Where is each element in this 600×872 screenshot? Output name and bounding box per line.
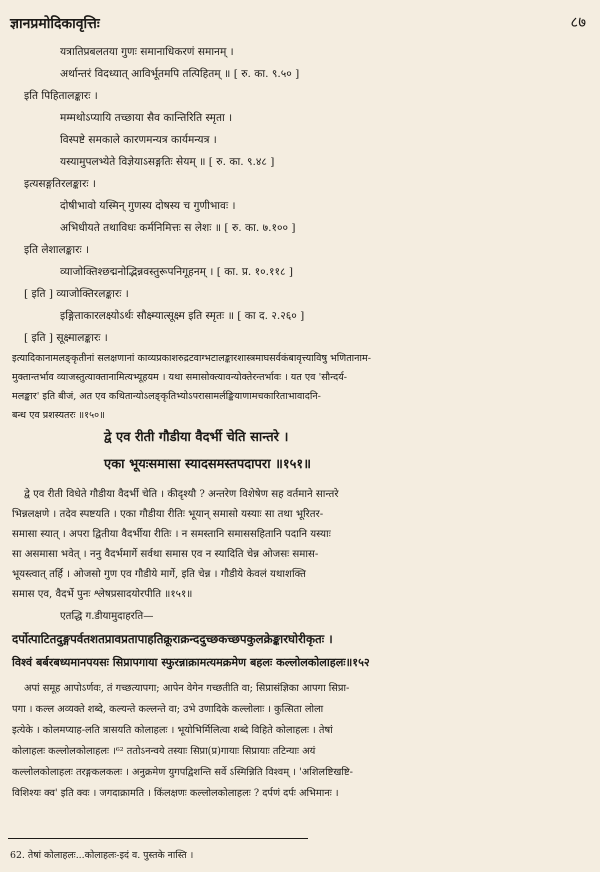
verse-line: इङ्गिताकारलक्ष्योऽर्थः सौक्ष्म्यात्सूक्ष्म इति स्मृतः ॥ [ का द. २.२६० ] <box>60 310 305 322</box>
verse-line: यत्रातिप्रबलतया गुणः समानाधिकरणं समानम् । <box>60 46 234 58</box>
commentary-line: द्वे एव रीती विधेते गौडीया वैदर्भी चेति । कीदृश्यौ ? अन्तरेण विशेषेण सह वर्तमाने सान्तरे <box>24 489 339 500</box>
example-verse-line: दर्पोत्पाटितदुङ्गपर्वतशतप्रावप्रतापाहतिक्रूराक्रन्ददुच्छकच्छपकुलक्रेङ्कारघोरीकृतः । <box>12 632 333 646</box>
karika-verse-line: एका भूयःसमासा स्यादसमस्तपदापरा ॥१५१॥ <box>104 457 311 472</box>
verse-line: अर्थान्तरं विदध्यात् आविर्भूतमपि तत्पिहितम् ॥ [ रु. का. ९.५० ] <box>60 68 300 80</box>
running-header-title: ज्ञानप्रमोदिकावृत्तिः <box>10 16 100 32</box>
example-verse-line: विश्वं बर्बरबध्यमानपयसः सिप्रापगाया स्फुरन्नाक्रामत्यमक्रमेण बहलः कल्लोलकोलाहलः॥१५२ <box>12 655 370 669</box>
verse-line: दोषीभावो यस्मिन् गुणस्य दोषस्य च गुणीभावः । <box>60 200 236 212</box>
commentary-line: समासा स्यात् । अपरा द्वितीया वैदर्भीया रीतिः । न समस्तानि समाससहितानि पदानि यस्याः <box>12 529 331 540</box>
commentary-line: बन्ध एव प्रशस्यतरः ॥१५०॥ <box>12 410 105 421</box>
commentary-line: समास एव, वैदर्भे पुनः श्लेषप्रसादयोरपीति ॥१५१॥ <box>12 589 193 600</box>
verse-line: व्याजोक्तिश्छद्मनोद्भिन्नवस्तुरूपनिगूहनम् । [ का. प्र. १०.११८ ] <box>60 266 293 278</box>
commentary-line: भूयस्त्वात् तर्हि । ओजसो गुण एव गौडीये मार्गे, इति चेन्न । गौडीये केवलं यथाशक्ति <box>12 569 306 580</box>
karika-verse-line: द्वे एव रीती गौडीया वैदर्भी चेति सान्तरे । <box>104 430 289 445</box>
commentary-line: कल्लोलकोलाहलः तरङ्गकलकलः । अनुक्रमेण युगपद्विशन्ति सर्वे ऽस्मिन्निति विश्वम् । 'अशिलष्टिखष्टि- <box>12 767 353 778</box>
section-end-line: [ इति ] सूक्ष्मालङ्कारः । <box>24 332 108 344</box>
commentary-line: मलङ्कार' इति बीजं, अत एव कथितान्योऽलङ्कृतिभ्योऽपरासामर्लङ्कियाणामचकारिताभावादनि- <box>12 391 321 402</box>
commentary-line: इत्यादिकानामलङ्कृतीनां सलक्षणानां काव्यप्रकाशरुद्रटवाग्भटालङ्कारशास्त्रमाघसर्वकंबावृत्त्याविषु भणितानाम- <box>12 353 371 364</box>
commentary-line: कोलाहलः कल्लोलकोलाहलः ।⁶² ततोऽनन्वये तस्याः सिप्रा(प्र)गायाः सिप्रायाः तटिन्याः अयं <box>12 746 316 757</box>
section-end-line: [ इति ] व्याजोक्तिरलङ्कारः । <box>24 288 129 300</box>
section-end-line: इत्यसङ्गतिरलङ्कारः । <box>24 178 96 190</box>
commentary-line: सा असमासा भवेत् । ननु वैदर्भमार्गे सर्वथा समास एव न स्यादिति चेन्न ओजसः समास- <box>12 549 319 560</box>
commentary-line: मुक्तान्तर्भाव व्याजस्तुत्याक्तानामित्यभ्यूहयम । यथा समासोक्त्यावन्योक्तेरन्तर्भावः । यत एव 'सौन्दर्य- <box>12 372 348 383</box>
verse-line: विस्पष्टे समकाले कारणमन्यत्र कार्यमन्यत्र । <box>60 134 217 146</box>
commentary-line: इत्येके । कोलमप्याह-लति त्रासयति कोलाहलः । भूयोभिर्मिलित्वा शब्दे विहिते कोलाहलः । तेषां <box>12 725 333 736</box>
verse-line: अभिधीयते तथाविधः कर्मनिमित्तः स लेशः ॥ [ रु. का. ७.१०० ] <box>60 222 296 234</box>
footnote: 62. तेषां कोलाहलः...कोलाहलः-इदं व. पुस्तके नास्ति । <box>10 850 194 861</box>
commentary-line: विशिश्यः क्व' इति क्वः । जगदाक्रामति । किंलक्षणः कल्लोलकोलाहलः ? दर्पणं दर्पः अभिमानः । <box>12 788 339 799</box>
commentary-line: पगा । कल्ल अव्यक्ते शब्दे, कल्यन्ते कल्लन्ते वा; उभे उणादिके कल्लोलाः । कुत्सिता लोला <box>12 704 324 715</box>
section-end-line: इति पिहितालङ्कारः । <box>24 90 98 102</box>
verse-line: मम्मथोऽप्यायि तच्छाया सैव कान्तिरिति स्मृता । <box>60 112 233 124</box>
footnote-rule <box>8 838 308 839</box>
commentary-line: अपां समूह आपोऽर्णवः, तं गच्छत्यापगा; आपेन वेगेन गच्छतीति वा; सिप्रासंज्ञिका आपगा सिप्रा- <box>24 683 350 694</box>
page-number: ८७ <box>570 13 586 31</box>
verse-line: यस्यामुपलभ्येते विज्ञेयाऽसङ्गतिः सेयम् ॥ [ रु. का. ९.४८ ] <box>60 156 275 168</box>
section-end-line: इति लेशालङ्कारः । <box>24 244 89 256</box>
commentary-line: भिन्नलक्षणे । तदेव स्पष्टयति । एका गौडीया रीतिः भूयान् समासो यस्याः सा तथा भूरितर- <box>12 509 324 520</box>
intro-line: एतद्धि ग.डीयामुदाहरति— <box>60 611 154 622</box>
